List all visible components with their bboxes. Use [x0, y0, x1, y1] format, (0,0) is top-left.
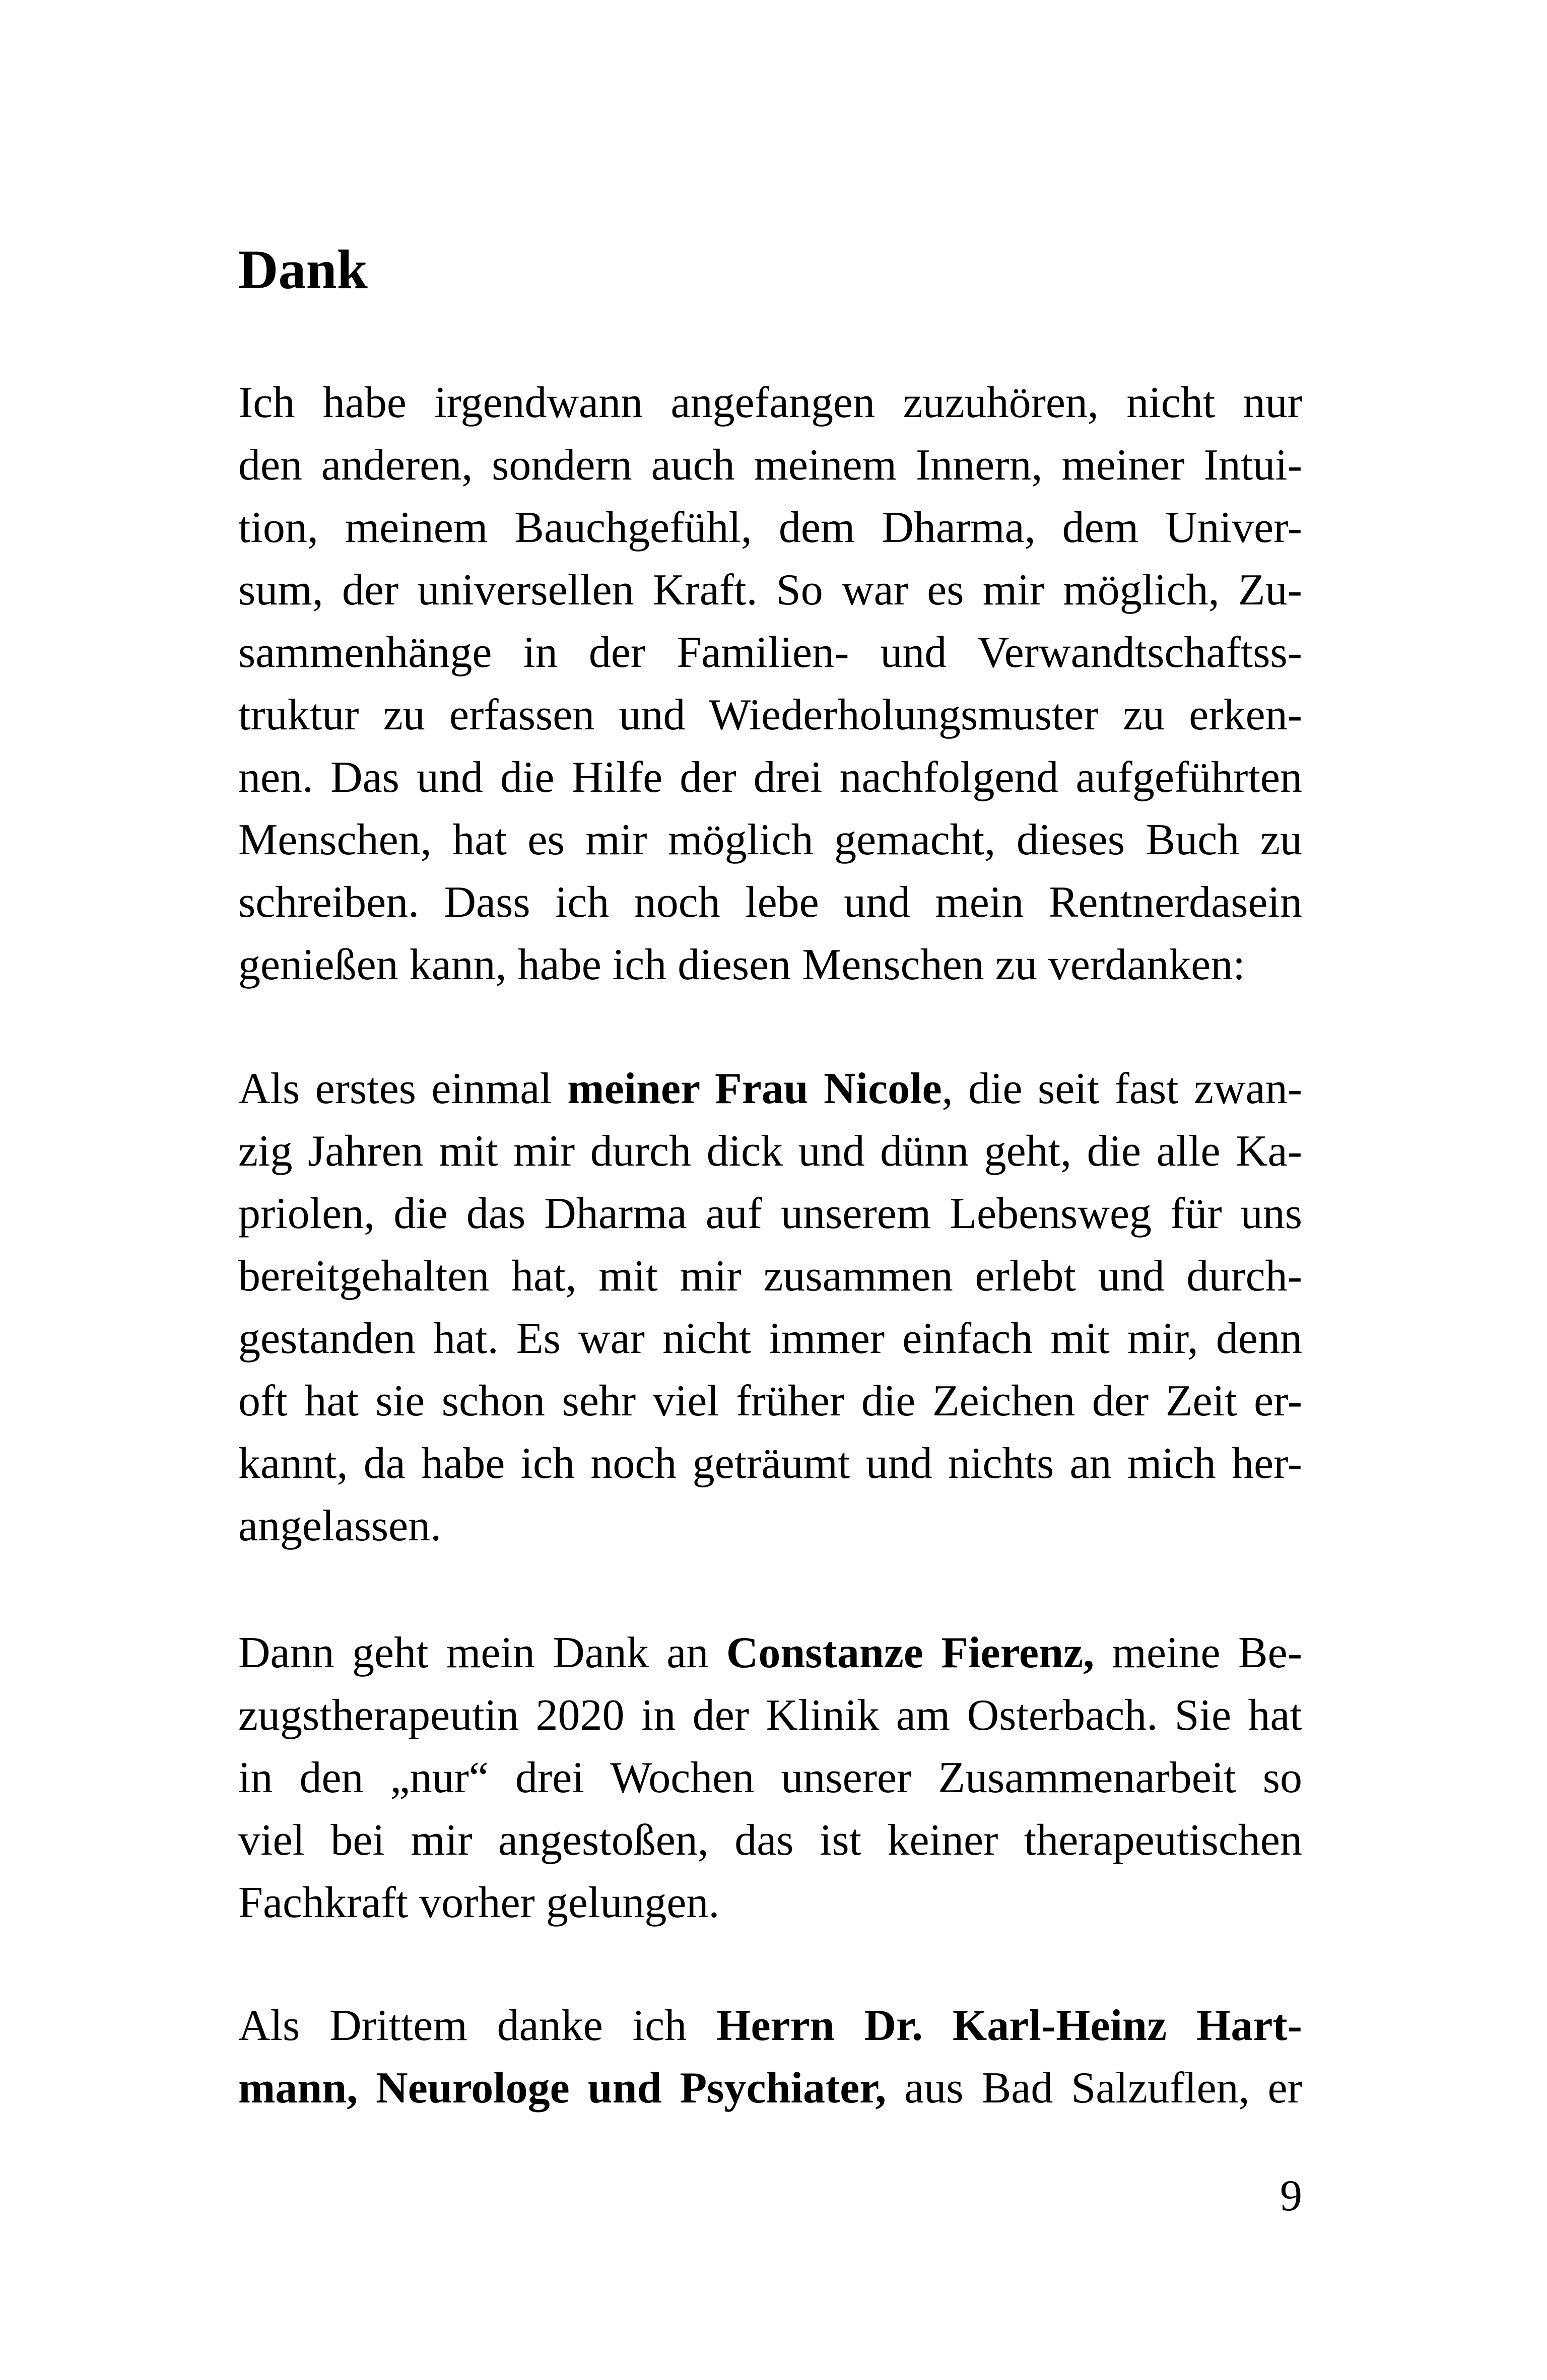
- paragraph-intro: [238, 372, 1302, 996]
- page-title: Dank: [238, 239, 368, 300]
- bold-name: Herrn Dr. Karl-Heinz Hart-: [716, 2001, 1302, 2050]
- paragraph-therapist: [238, 1622, 1302, 1934]
- text-run: Als erstes einmal: [238, 1064, 568, 1113]
- text-line: [238, 2057, 1302, 2120]
- bold-name: meiner Frau Nicole: [567, 1064, 942, 1113]
- text-line: tion, meinem Bauchgefühl, dem Dharma, dem Univer-: [238, 503, 1302, 552]
- text-line: Fachkraft vorher gelungen.: [238, 1878, 720, 1927]
- text-line: truktur zu erfassen und Wiederholungsmuster zu erken-: [238, 691, 1302, 739]
- book-page: [238, 0, 1302, 2380]
- text-line: [238, 1622, 1302, 1684]
- text-run: Als Drittem danke ich: [238, 2001, 716, 2050]
- text-line: sammenhänge in der Familien- und Verwandtschaftss-: [238, 628, 1302, 677]
- paragraph-doctor: [238, 1995, 1302, 2120]
- text-line: bereitgehalten hat, mit mir zusammen erlebt und durch-: [238, 1252, 1302, 1301]
- text-line: den anderen, sondern auch meinem Innern, meiner Intui-: [238, 441, 1302, 490]
- paragraph-wife: [238, 1058, 1302, 1557]
- bold-name: Constanze Fierenz,: [726, 1628, 1095, 1677]
- text-run: Dann geht mein Dank an: [238, 1628, 726, 1677]
- text-line: kannt, da habe ich noch geträumt und nichts an mich her-: [238, 1439, 1302, 1488]
- text-line: priolen, die das Dharma auf unserem Lebensweg für uns: [238, 1189, 1302, 1238]
- text-line: gestanden hat. Es war nicht immer einfach mit mir, denn: [238, 1314, 1302, 1363]
- text-line: angelassen.: [238, 1502, 442, 1550]
- text-line: in den „nur“ drei Wochen unserer Zusammenarbeit so: [238, 1753, 1302, 1802]
- text-line: zig Jahren mit mir durch dick und dünn geht, die alle Ka-: [238, 1127, 1302, 1176]
- text-line: [238, 1058, 1302, 1120]
- bold-name: mann, Neurologe und Psychiater,: [238, 2064, 887, 2113]
- text-run: , die seit fast zwan-: [941, 1064, 1302, 1113]
- text-line: Menschen, hat es mir möglich gemacht, dieses Buch zu: [238, 815, 1302, 864]
- text-line: schreiben. Dass ich noch lebe und mein Rentnerdasein: [238, 878, 1302, 927]
- text-line: zugstherapeutin 2020 in der Klinik am Osterbach. Sie hat: [238, 1691, 1302, 1740]
- text-line: Ich habe irgendwann angefangen zuzuhören, nicht nur: [238, 378, 1302, 427]
- text-run: aus Bad Salzuflen, er: [886, 2064, 1302, 2113]
- text-line: genießen kann, habe ich diesen Menschen zu verdanken:: [238, 940, 1245, 989]
- text-line: oft hat sie schon sehr viel früher die Zeichen der Zeit er-: [238, 1377, 1302, 1425]
- text-line: [238, 1995, 1302, 2057]
- text-line: viel bei mir angestoßen, das ist keiner therapeutischen: [238, 1816, 1302, 1865]
- text-line: sum, der universellen Kraft. So war es mir möglich, Zu-: [238, 566, 1302, 615]
- text-run: meine Be-: [1094, 1628, 1303, 1677]
- text-line: nen. Das und die Hilfe der drei nachfolgend aufgeführten: [238, 753, 1302, 802]
- page-number: 9: [1280, 2171, 1302, 2220]
